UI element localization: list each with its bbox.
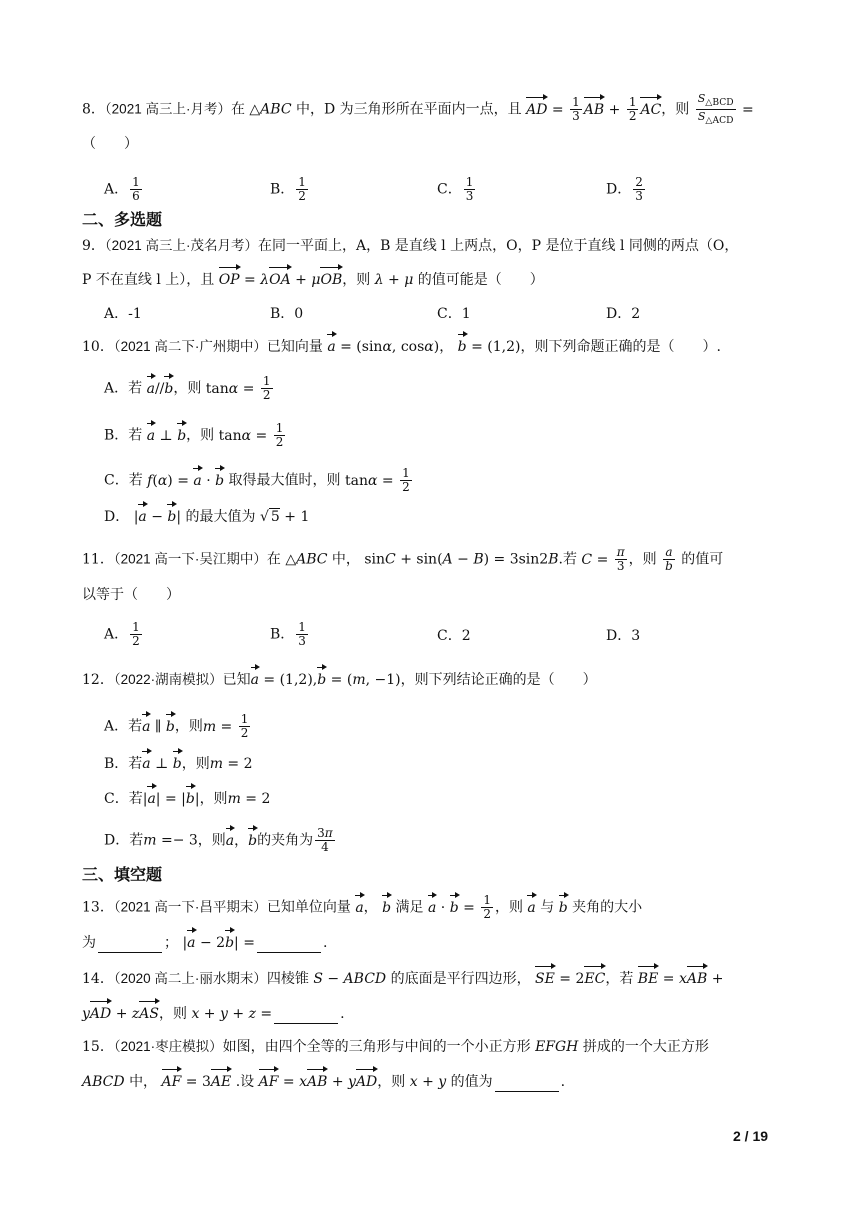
question-10-option-d: D． |a − b| 的最大值为 √ 5 + 1 [104, 509, 310, 525]
question-15-line2: ABCD 中， AF = 3AE .设 AF = xAB + yAD，则 x + y 的值为 . [82, 1074, 566, 1090]
question-12-option-c: C．若|a| = |b|，则m = 2 [104, 791, 271, 807]
question-13-line2: 为 ； |a − 2b| = . [82, 935, 328, 951]
question-12-option-d: D．若m =− 3，则a，b的夹角为 $\frac{3\pi}{4}$ [104, 826, 333, 854]
question-12-option-b: B．若a ⊥ b，则m = 2 [104, 756, 253, 772]
answer-blank[interactable] [98, 938, 162, 953]
option-d: D．2 [606, 306, 641, 322]
page-number: 2 / 19 [733, 1128, 769, 1144]
question-10: 10．（2021 高二下·广州期中）已知向量 a = (sinα, cosα)， b = (1,2)，则下列命题正确的是（ ）. [82, 339, 721, 355]
question-10-option-b: B．若 a ⊥ b，则 tanα = $\frac{1}{2}$ [104, 421, 284, 449]
section-fill-in: 三、填空题 [82, 867, 163, 884]
question-14-line2: yAD + zAS，则 x + y + z = . [82, 1006, 345, 1022]
section-multi-choice: 二、多选题 [82, 212, 163, 229]
option-a: A．-1 [104, 306, 142, 322]
option-c: C．2 [437, 628, 471, 644]
question-9-line2: P 不在直线 l 上），且 OP = λOA + μOB，则 λ + μ 的值可能是（ ） [82, 272, 544, 288]
option-d: D． $\frac{2}{3}$ [606, 175, 643, 203]
option-a: A． $\frac{1}{6}$ [104, 175, 140, 203]
option-d: D．3 [606, 628, 641, 644]
answer-blank[interactable] [495, 1077, 559, 1092]
option-b: B． $\frac{1}{3}$ [270, 620, 306, 648]
option-b: B． $\frac{1}{2}$ [270, 175, 306, 203]
question-10-option-a: A．若 a//b，则 tanα = $\frac{1}{2}$ [104, 374, 271, 402]
answer-blank[interactable] [274, 1009, 338, 1024]
question-11: 11．（2021 高一下·吴江期中）在 △ABC 中， sinC + sin(A − B) = 3sin2B.若 C = $\frac{\pi}{3}$ ，则 $\frac{a}{b}$ 的值可 [82, 545, 724, 573]
vector-equation: AD = $\frac{1}{3}$ AB + $\frac{1}{2}$ AC [526, 95, 662, 124]
question-15: 15．（2021·枣庄模拟）如图，由四个全等的三角形与中间的一个小正方形 EFGH 拼成的一个大正方形 [82, 1039, 709, 1055]
answer-blank[interactable] [257, 938, 321, 953]
question-12-option-a: A．若a ∥ b，则m = $\frac{1}{2}$ [104, 712, 249, 740]
option-c: C． $\frac{1}{3}$ [437, 175, 474, 203]
question-14: 14．（2020 高二上·丽水期末）四棱锥 S − ABCD 的底面是平行四边形， SE = 2EC，若 BE = xAB + [82, 971, 724, 987]
vector-op: OP = λOA + μOB [218, 272, 343, 288]
option-a: A． $\frac{1}{2}$ [104, 620, 140, 648]
question-8: 8．（2021 高三上·月考）在 △ABC 中，D 为三角形所在平面内一点，且 AD = $\frac{1}{3}$ AB + $\frac{1}{2}$ AC，则 $\frac{S_{\triangle BCD}}{S_{\triangle ACD}}$ = [82, 92, 754, 127]
question-10-option-c: C．若 f(α) = a · b 取得最大值时，则 tanα = $\frac{1}{2}$ [104, 466, 410, 494]
question-11-line2: 以等于（ ） [82, 587, 180, 603]
question-12: 12．（2022·湖南模拟）已知a = (1,2),b = (m, −1)，则下列结论正确的是（ ） [82, 672, 597, 688]
area-ratio: $\frac{S_{\triangle BCD}}{S_{\triangle ACD}}$ = [697, 92, 754, 127]
question-13: 13．（2021 高一下·昌平期末）已知单位向量 a， b 满足 a · b = $\frac{1}{2}$ ，则 a 与 b 夹角的大小 [82, 893, 643, 921]
option-c: C．1 [437, 306, 471, 322]
option-b: B．0 [270, 306, 304, 322]
question-9: 9．（2021 高三上·茂名月考）在同一平面上，A，B 是直线 l 上两点，O，P 是位于直线 l 同侧的两点（O， [82, 238, 739, 254]
question-8-paren: （ ） [82, 136, 138, 152]
